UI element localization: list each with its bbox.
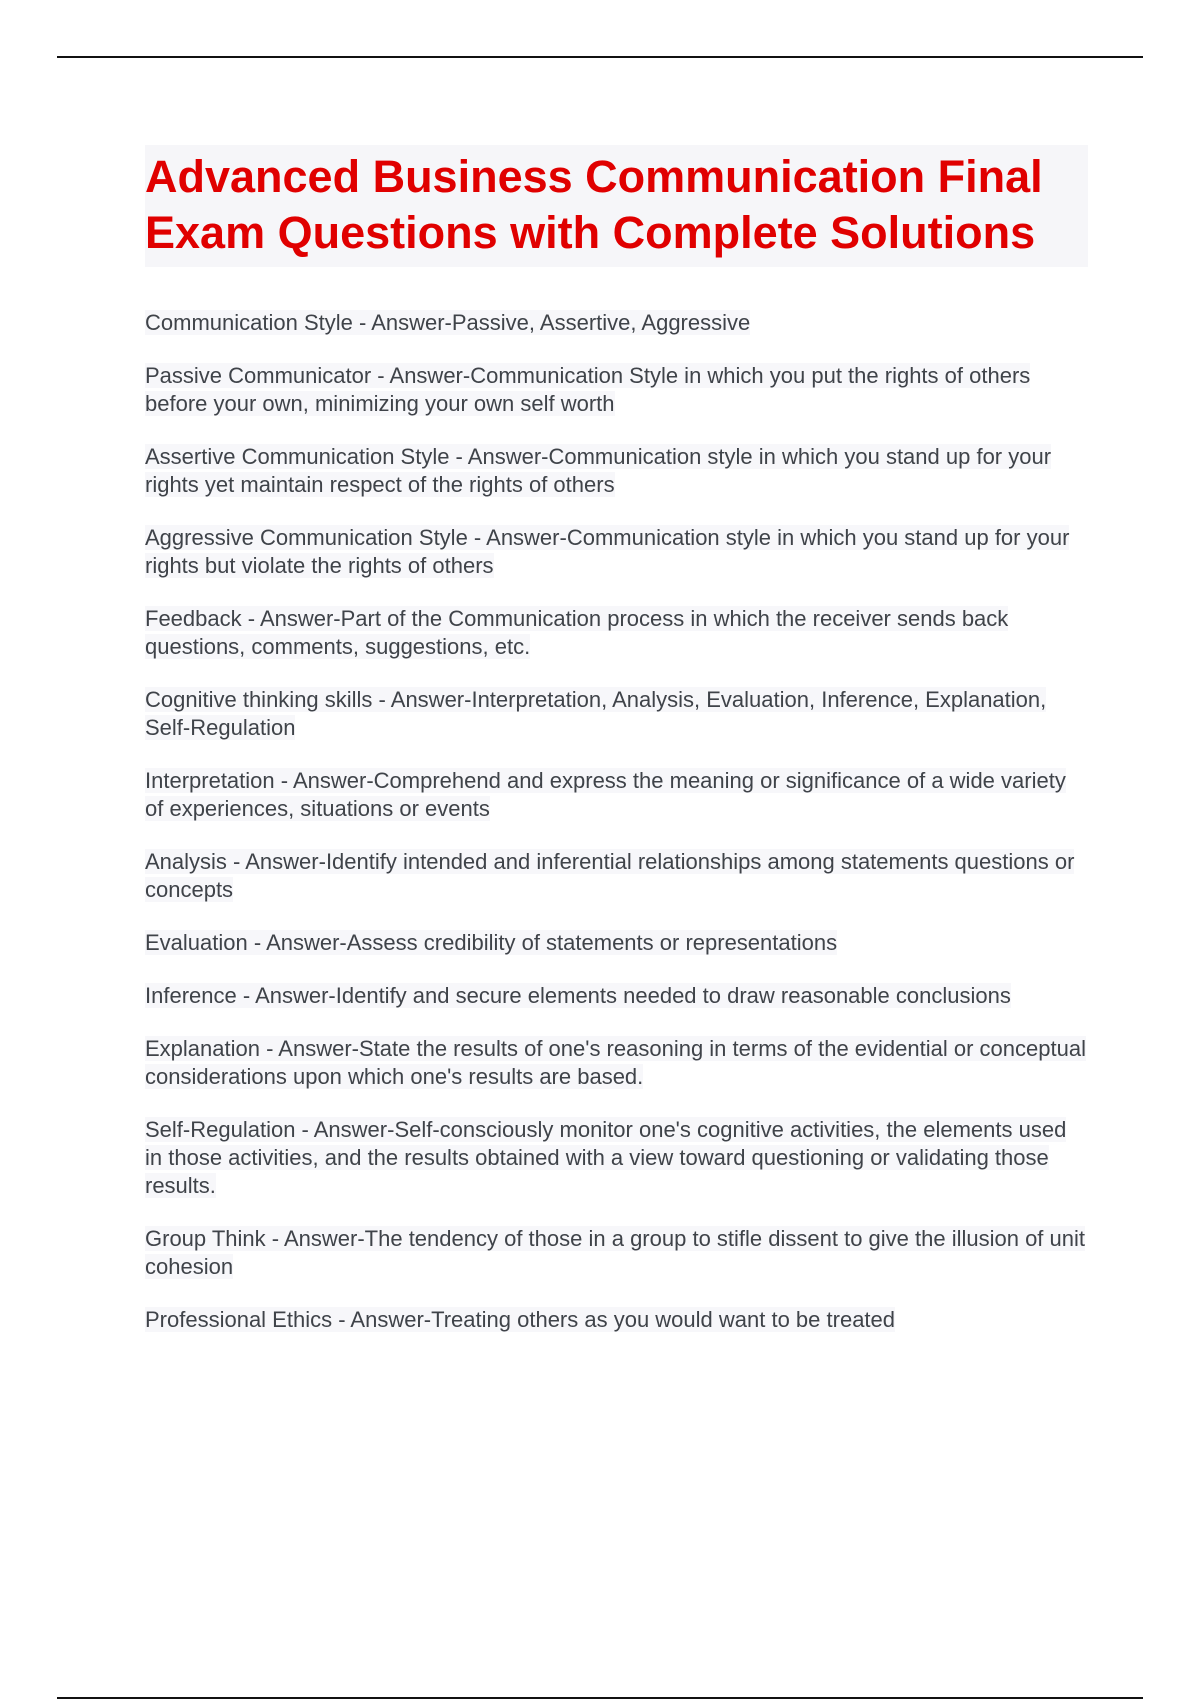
qa-item-text: Explanation - Answer-State the results of one's reasoning in terms of the evidential or conceptual considerations upon which one's results are based.	[145, 1036, 1086, 1089]
qa-item	[145, 1116, 1088, 1200]
qa-item-text: Aggressive Communication Style - Answer-Communication style in which you stand up for your rights but violate the rights of others	[145, 525, 1070, 578]
qa-item-text: Assertive Communication Style - Answer-Communication style in which you stand up for your rights yet maintain respect of the rights of others	[145, 444, 1052, 497]
qa-item-text: Cognitive thinking skills - Answer-Interpretation, Analysis, Evaluation, Inference, Explanation, Self-Regulation	[145, 687, 1047, 740]
qa-item-text: Feedback - Answer-Part of the Communication process in which the receiver sends back questions, comments, suggestions, etc.	[145, 606, 1009, 659]
title-box	[145, 145, 1088, 267]
qa-item	[145, 1035, 1088, 1091]
qa-item	[145, 848, 1088, 904]
document-body	[145, 145, 1088, 1359]
qa-item-text: Communication Style - Answer-Passive, Assertive, Aggressive	[145, 310, 751, 335]
qa-item-text: Professional Ethics - Answer-Treating others as you would want to be treated	[145, 1307, 896, 1332]
qa-item	[145, 767, 1088, 823]
qa-item-text: Group Think - Answer-The tendency of those in a group to stifle dissent to give the illusion of unit cohesion	[145, 1226, 1086, 1279]
document-title: Advanced Business Communication Final Exam Questions with Complete Solutions	[145, 151, 1043, 258]
qa-item	[145, 605, 1088, 661]
qa-item	[145, 1225, 1088, 1281]
qa-item-text: Evaluation - Answer-Assess credibility of statements or representations	[145, 930, 838, 955]
top-rule	[57, 56, 1143, 58]
qa-item-text: Inference - Answer-Identify and secure elements needed to draw reasonable conclusions	[145, 983, 1011, 1008]
qa-item	[145, 524, 1088, 580]
qa-item	[145, 1306, 1088, 1334]
qa-item	[145, 982, 1088, 1010]
qa-item-text: Self-Regulation - Answer-Self-consciously monitor one's cognitive activities, the elements used in those activities, and the results obtained with a view toward questioning or validating those results.	[145, 1117, 1067, 1198]
qa-item	[145, 309, 1088, 337]
qa-item	[145, 929, 1088, 957]
qa-item	[145, 443, 1088, 499]
bottom-rule	[57, 1697, 1143, 1699]
qa-item-text: Interpretation - Answer-Comprehend and express the meaning or significance of a wide variety of experiences, situations or events	[145, 768, 1066, 821]
qa-item	[145, 686, 1088, 742]
qa-item	[145, 362, 1088, 418]
qa-item-text: Passive Communicator - Answer-Communication Style in which you put the rights of others before your own, minimizing your own self worth	[145, 363, 1031, 416]
qa-item-text: Analysis - Answer-Identify intended and inferential relationships among statements questions or concepts	[145, 849, 1075, 902]
